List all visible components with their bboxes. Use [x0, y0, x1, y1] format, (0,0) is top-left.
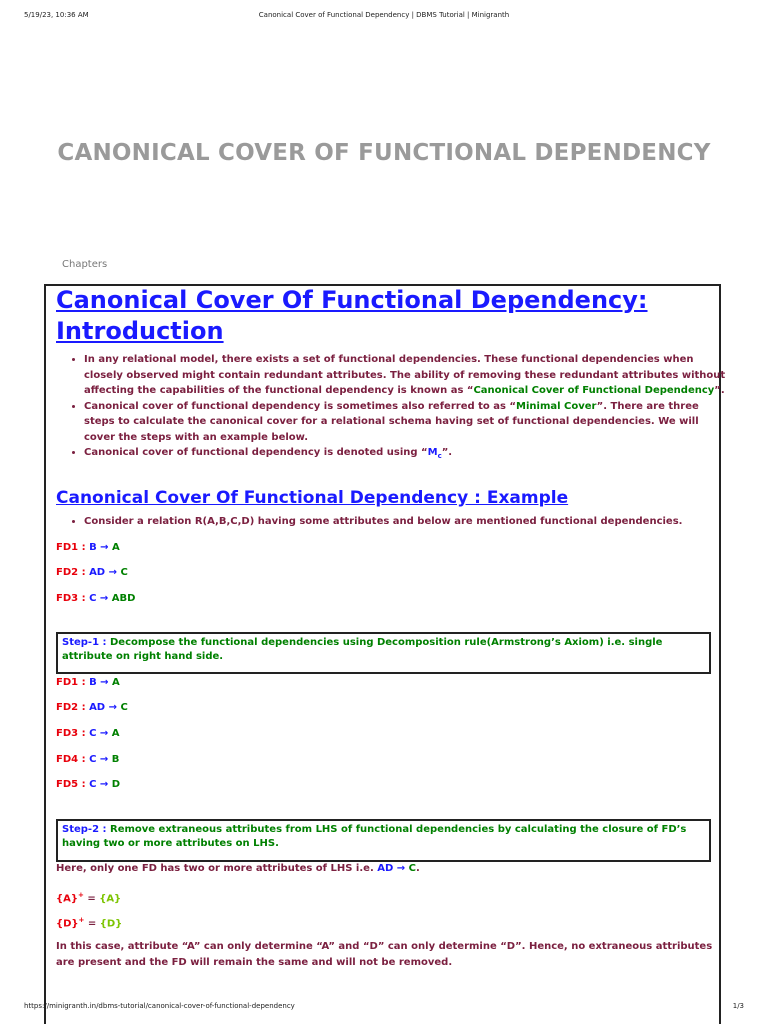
closure-a: {A}+ = {A}: [56, 891, 122, 905]
step-2-box: Step-2 : Remove extraneous attributes from LHS of functional dependencies by calculating the closure of FD’s having two or more attributes on LHS.: [56, 819, 711, 862]
intro-bullet-1: • In any relational model, there exists a set of functional dependencies. These functional dependencies when closely observed might contain redundant attributes. The ability of removing these redundant attributes without affecting the capabilities of the functional dependency is known as “Canonical Cover of Functional Dependency”.: [84, 352, 732, 399]
fd-line: FD2 : AD → C: [56, 702, 128, 713]
intro-bullet-3: • Canonical cover of functional dependency is denoted using “$M_c$”.: [84, 445, 732, 465]
chapters-link[interactable]: Chapters: [62, 259, 108, 270]
step-2-conclusion: In this case, attribute “A” can only determine “A” and “D” can only determine “D”. Hence, no extraneous attributes are present and the FD will remain the same and will not be removed.: [56, 941, 713, 968]
print-header: [0, 11, 768, 23]
intro-heading[interactable]: Canonical Cover Of Functional Dependency: Introduction: [56, 286, 648, 345]
print-url: https://minigranth.in/dbms-tutorial/canonical-cover-of-functional-dependency: [24, 1002, 295, 1010]
intro-bullets: [56, 352, 732, 465]
example-bullet: • Consider a relation R(A,B,C,D) having some attributes and below are mentioned functional dependencies.: [84, 514, 732, 530]
example-bullets: [56, 514, 732, 530]
page-title: CANONICAL COVER OF FUNCTIONAL DEPENDENCY: [57, 140, 711, 166]
fd-line: FD3 : C → ABD: [56, 593, 136, 604]
fd-line: FD2 : AD → C: [56, 567, 128, 578]
fd-line: FD1 : B → A: [56, 542, 120, 553]
print-footer: [0, 1002, 768, 1014]
print-page-number: 1/3: [732, 1002, 744, 1010]
fd-line: FD4 : C → B: [56, 754, 120, 765]
fd-line: FD1 : B → A: [56, 677, 120, 688]
intro-bullet-2: • Canonical cover of functional dependency is sometimes also referred to as “Minimal Cover”. There are three steps to calculate the canonical cover for a relational schema having set of functional dependencies. We will cover the steps with an example below.: [84, 399, 732, 446]
step-1-box: Step-1 : Decompose the functional dependencies using Decomposition rule(Armstrong’s Axiom) i.e. single attribute on right hand side.: [56, 632, 711, 674]
fd-line: FD5 : C → D: [56, 779, 121, 790]
fd-line: FD3 : C → A: [56, 728, 120, 739]
print-date: 5/19/23, 10:36 AM: [24, 11, 89, 19]
print-title: Canonical Cover of Functional Dependency | DBMS Tutorial | Minigranth: [258, 11, 510, 19]
closure-d: {D}+ = {D}: [56, 916, 123, 930]
example-heading[interactable]: Canonical Cover Of Functional Dependency : Example: [56, 488, 569, 508]
step-2-note: Here, only one FD has two or more attributes of LHS i.e. AD → C.: [56, 863, 420, 874]
